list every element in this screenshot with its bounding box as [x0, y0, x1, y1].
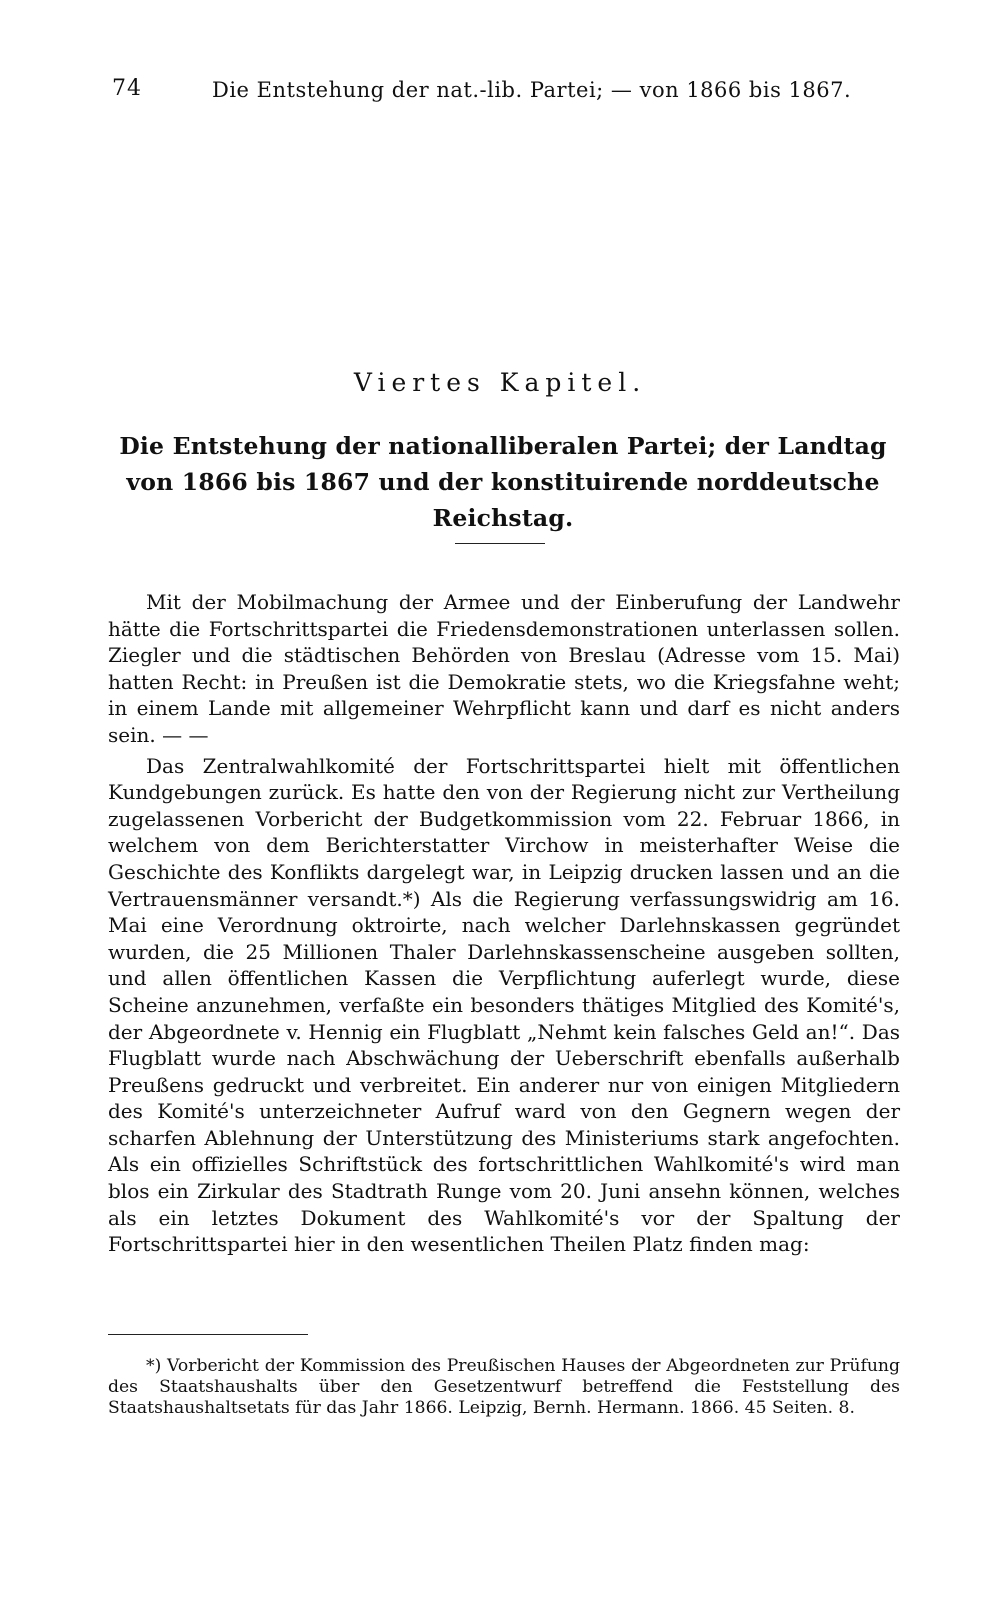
footnote-text: *) Vorbericht der Kommission des Preußischen Hauses der Abgeordneten zur Prüfung des Staatshaushalts über den Gesetzentwurf betreffend die Feststellung des Staatshaushaltsetats für das Jahr 1866. Leipzig, Bernh. Hermann. 1866. 45 Seiten. 8.	[108, 1356, 900, 1419]
body-text	[108, 589, 900, 1258]
chapter-label: Viertes Kapitel.	[353, 368, 647, 397]
footnote	[108, 1356, 900, 1420]
title-divider	[455, 543, 545, 544]
running-head: Die Entstehung der nat.-lib. Partei; — von 1866 bis 1867.	[212, 78, 852, 102]
footnote-divider	[108, 1334, 308, 1335]
chapter-title: Die Entstehung der nationalliberalen Partei; der Landtag von 1866 bis 1867 und der konstituirende norddeutsche Reichstag.	[119, 432, 887, 532]
paragraph-2: Das Zentralwahlkomité der Fortschrittspartei hielt mit öffentlichen Kundgebungen zurück. Es hatte den von der Regierung nicht zur Vertheilung zugelassenen Vorbericht der Budgetkommission vom 22. Februar 1866, in welchem von dem Berichterstatter Virchow in meisterhafter Weise die Geschichte des Konflikts dargelegt war, in Leipzig drucken lassen und an die Vertrauensmänner versandt.*) Als die Regierung verfassungswidrig am 16. Mai eine Verordnung oktroirte, nach welcher Darlehnskassen gegründet wurden, die 25 Millionen Thaler Darlehnskassenscheine ausgeben sollten, und allen öffentlichen Kassen die Verpflichtung auferlegt wurde, diese Scheine anzunehmen, verfaßte ein besonders thätiges Mitglied des Komité's, der Abgeordnete v. Hennig ein Flugblatt „Nehmt kein falsches Geld an!“. Das Flugblatt wurde nach Abschwächung der Ueberschrift ebenfalls außerhalb Preußens gedruckt und verbreitet. Ein anderer nur von einigen Mitgliedern des Komité's unterzeichneter Aufruf ward von den Gegnern wegen der scharfen Ablehnung der Unterstützung des Ministeriums stark angefochten. Als ein offizielles Schriftstück des fortschrittlichen Wahlkomité's wird man blos ein Zirkular des Stadtrath Runge vom 20. Juni ansehn können, welches als ein letztes Dokument des Wahlkomité's vor der Spaltung der Fortschrittspartei hier in den wesentlichen Theilen Platz finden mag:	[108, 753, 900, 1257]
paragraph-1: Mit der Mobilmachung der Armee und der Einberufung der Landwehr hätte die Fortschrittspartei die Friedensdemonstrationen unterlassen sollen. Ziegler und die städtischen Behörden von Breslau (Adresse vom 15. Mai) hatten Recht: in Preußen ist die Demokratie stets, wo die Kriegsfahne weht; in einem Lande mit allgemeiner Wehrpflicht kann und darf es nicht anders sein. — —	[108, 590, 900, 747]
page-number: 74	[112, 76, 142, 101]
